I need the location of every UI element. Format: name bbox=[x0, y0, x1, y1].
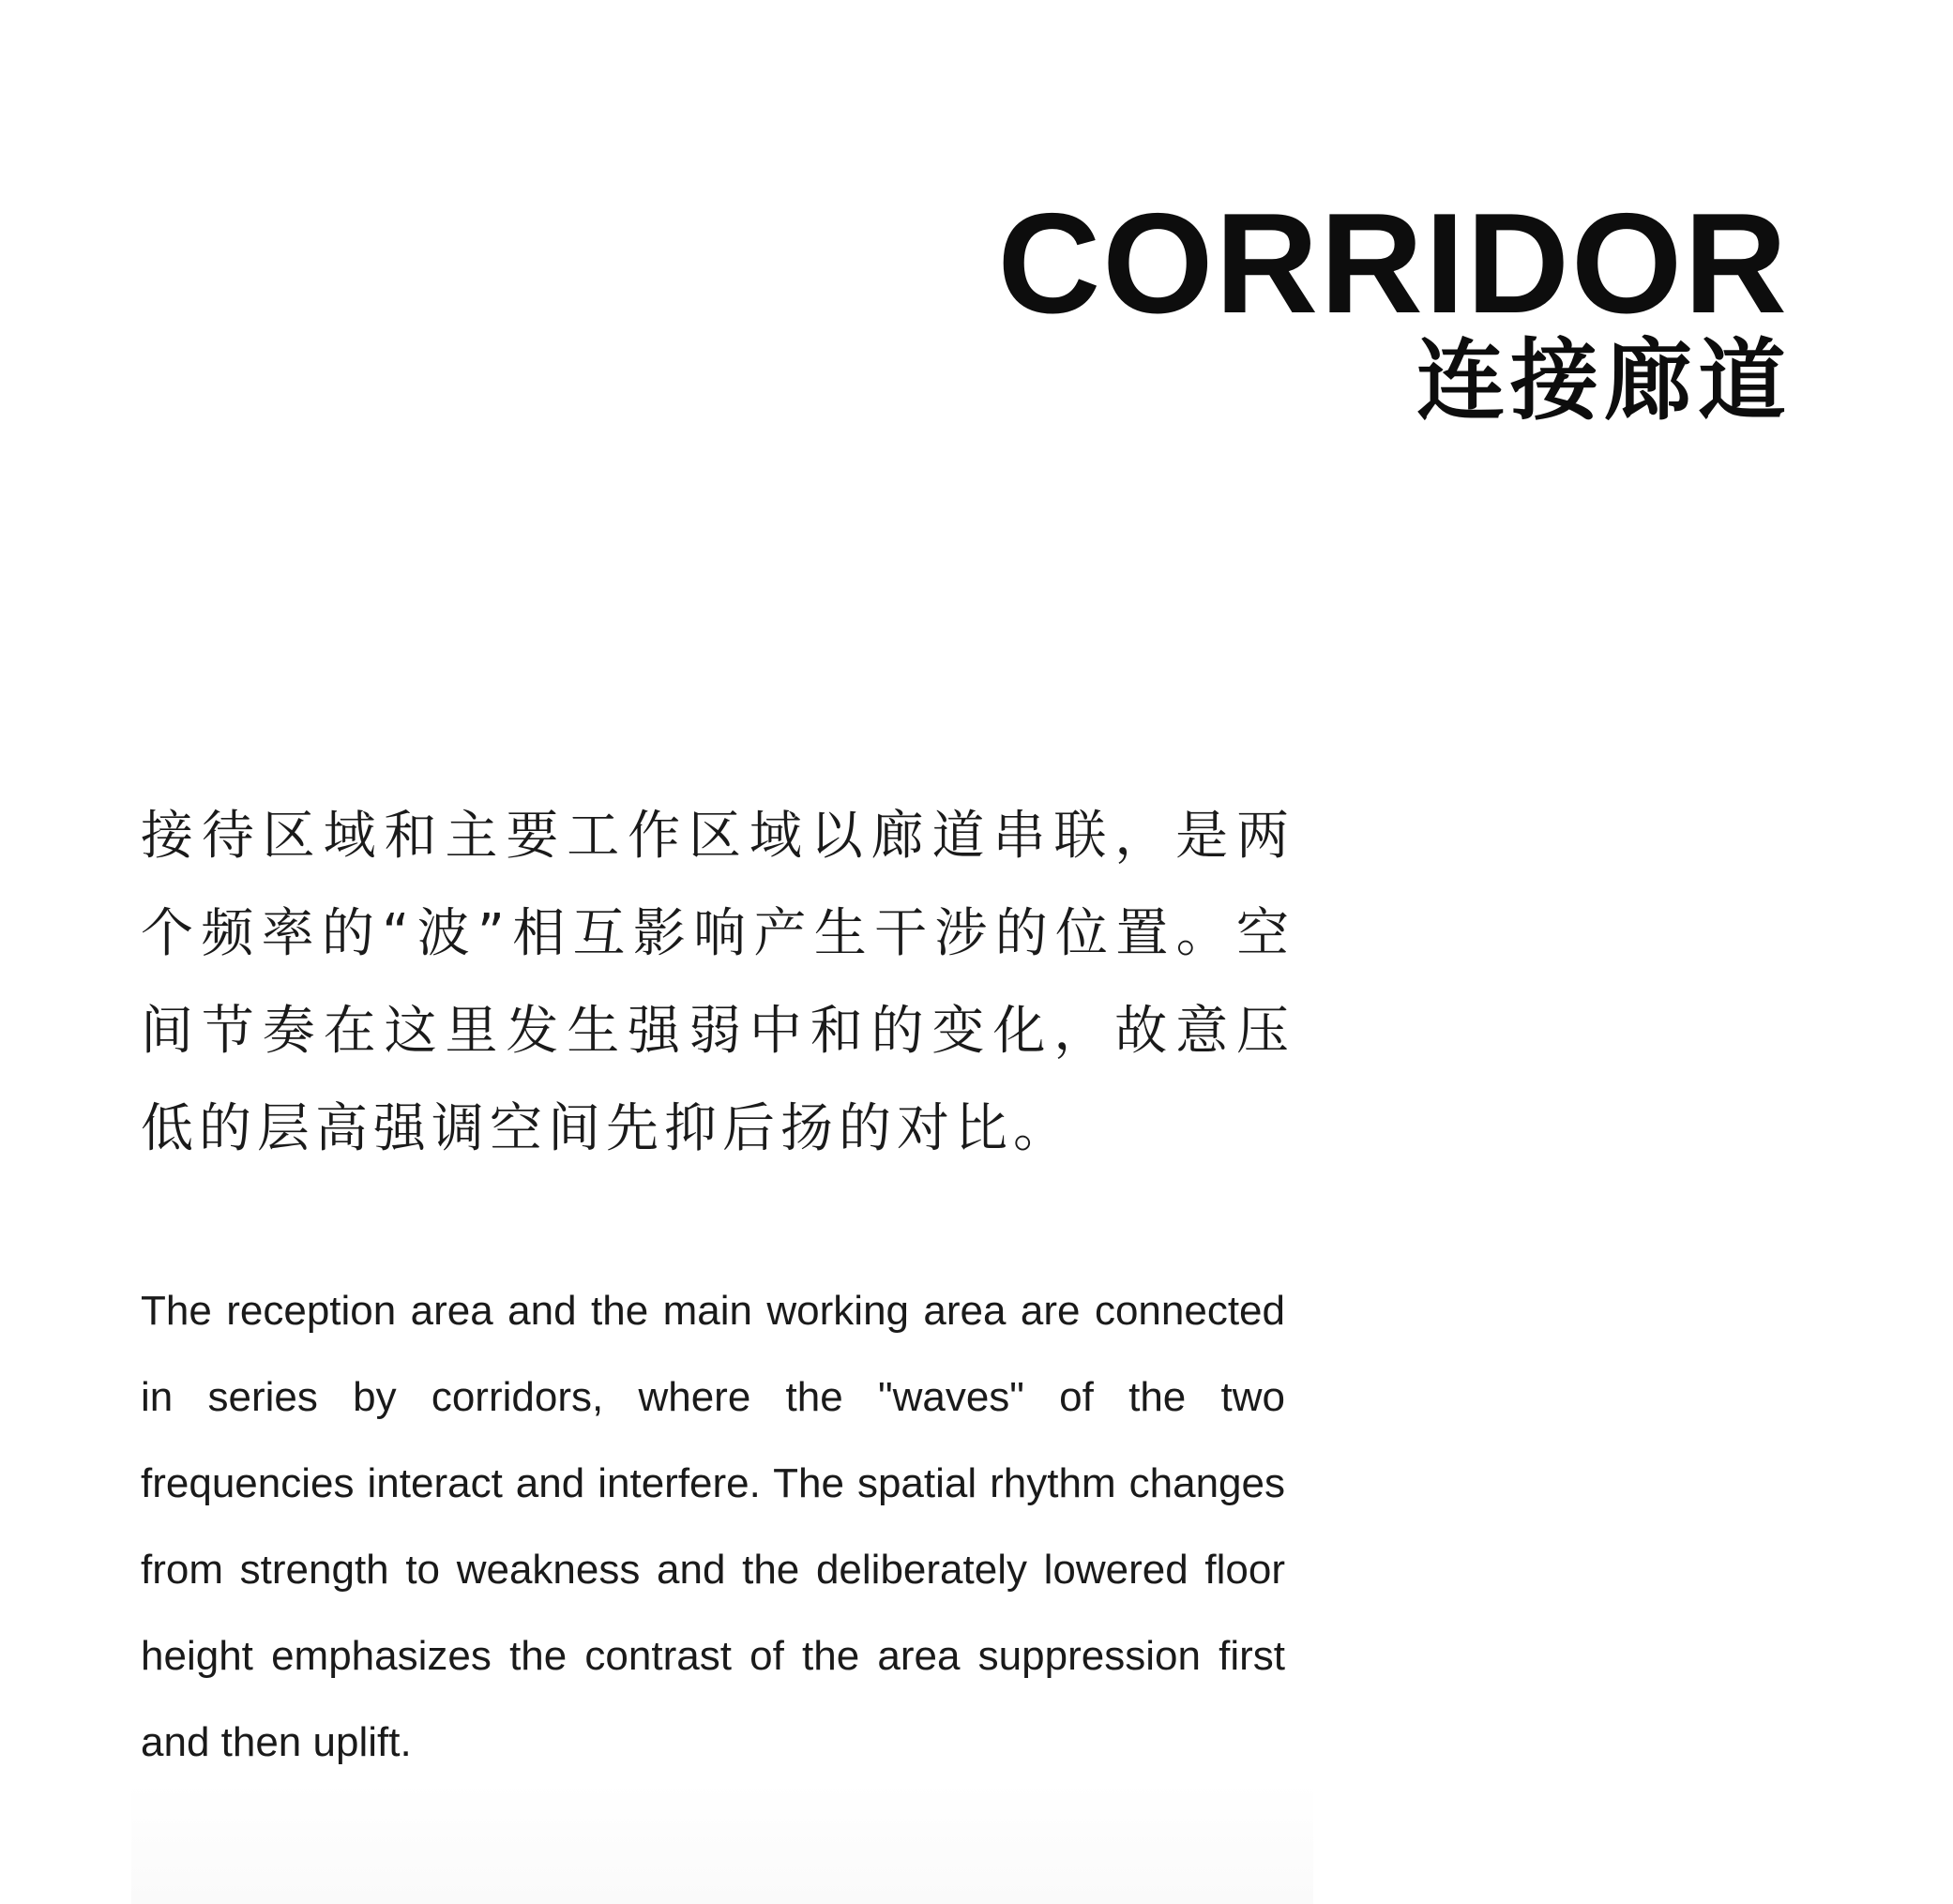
page-title-chinese: 连接廊道 bbox=[1416, 330, 1792, 432]
background-fade bbox=[131, 1782, 1313, 1904]
description-english: The reception area and the main working area are connected in series by corridors, where the "waves" of the two frequencies interact and interfere. The spatial rhythm changes from strength to weakness and the deliberately lowered floor height emphasizes the contrast of the area suppression first and then uplift. bbox=[141, 1288, 1285, 1765]
page-title-english: CORRIDOR bbox=[997, 184, 1789, 343]
description-chinese: 接待区域和主要工作区域以廊道串联，是两个频率的“波”相互影响产生干涉的位置。空间节奏在这里发生强弱中和的变化，故意压低的层高强调空间先抑后扬的对比。 bbox=[141, 806, 1294, 1159]
